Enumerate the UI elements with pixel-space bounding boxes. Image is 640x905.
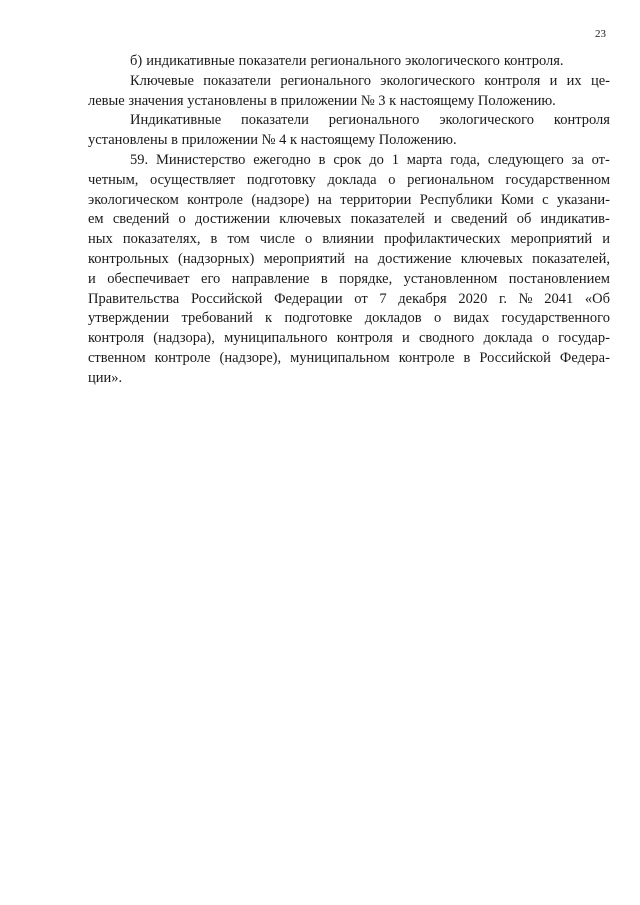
- word: Федерации: [274, 290, 343, 307]
- word: экологическом: [88, 191, 179, 208]
- word: сводного: [418, 330, 475, 347]
- text-line: [88, 210, 610, 230]
- word: на: [354, 250, 369, 267]
- word: срок: [333, 151, 362, 168]
- word: государ-: [558, 330, 610, 347]
- page-number: 23: [595, 28, 606, 40]
- word: в: [463, 349, 471, 366]
- text-line: [88, 270, 610, 290]
- text-line: [88, 250, 610, 270]
- word: контроле: [187, 191, 243, 208]
- word: влиянии: [322, 231, 374, 248]
- word: муниципальном: [290, 349, 390, 366]
- word: на: [317, 191, 332, 208]
- word: ственном: [88, 349, 146, 366]
- word: (надзорных): [178, 250, 255, 267]
- word: государственного: [501, 310, 610, 327]
- word: года,: [450, 151, 481, 168]
- word: декабря: [398, 290, 447, 307]
- word: осуществляет: [150, 171, 236, 188]
- word: индикативные: [146, 53, 235, 69]
- word: Республики: [419, 191, 493, 208]
- word: требований: [181, 310, 253, 327]
- word: в: [318, 151, 326, 168]
- word: ных: [88, 231, 113, 248]
- word: (надзоре),: [219, 349, 282, 366]
- text-line: [88, 131, 610, 151]
- word: и: [602, 231, 610, 248]
- word: регионального: [280, 72, 372, 89]
- word: о: [178, 211, 186, 228]
- word: 2020: [458, 290, 488, 307]
- word: экологического: [405, 53, 500, 69]
- word: с: [542, 191, 549, 208]
- text-line: [88, 309, 610, 329]
- text-line: [88, 369, 610, 389]
- word: территории: [340, 191, 412, 208]
- word: показатели: [241, 112, 309, 129]
- word: том: [227, 231, 250, 248]
- word: показателях,: [122, 231, 201, 248]
- word: показатели: [238, 53, 307, 69]
- word: мероприятий: [510, 231, 593, 248]
- word: (надзоре): [251, 191, 310, 208]
- word: мероприятий: [263, 250, 345, 267]
- word: (надзора),: [153, 330, 215, 347]
- text-line: [88, 52, 610, 72]
- word: контроля: [336, 330, 393, 347]
- paragraph: [88, 72, 610, 112]
- text-line: [88, 349, 610, 369]
- word: о: [305, 231, 313, 248]
- text-line: [88, 290, 610, 310]
- word: направление: [231, 270, 310, 287]
- word: 2041: [544, 290, 574, 307]
- text-line: [88, 151, 610, 171]
- word: в: [320, 270, 328, 287]
- word: докладов: [364, 310, 422, 327]
- word: №: [518, 290, 533, 307]
- text-line: [88, 171, 610, 191]
- word: Российской: [190, 290, 263, 307]
- word: четным,: [88, 171, 139, 188]
- word: ключевых: [460, 250, 523, 267]
- word: об: [516, 211, 532, 228]
- word: и: [402, 330, 410, 347]
- word: подготовке: [284, 310, 353, 327]
- word: и: [434, 211, 442, 228]
- word: достижении: [194, 211, 271, 228]
- text-line: [88, 230, 610, 250]
- word: указани-: [556, 191, 610, 208]
- word: к: [265, 310, 273, 327]
- word: контроля: [553, 112, 610, 129]
- word: утверждении: [88, 310, 170, 327]
- word: доклада: [483, 330, 533, 347]
- word: Ключевые: [130, 72, 194, 89]
- word: государственном: [505, 171, 610, 188]
- word: о: [541, 330, 550, 347]
- word: ции».: [88, 369, 123, 386]
- word: «Об: [584, 290, 610, 307]
- word: ежегодно: [253, 151, 311, 168]
- word: левые значения установлены в приложении № 3 к настоящему Положению.: [88, 92, 556, 109]
- word: регионального: [328, 112, 420, 129]
- word: и: [549, 72, 558, 89]
- paragraph: [88, 151, 610, 389]
- word: показатели: [203, 72, 272, 89]
- word: Правительства: [88, 290, 180, 307]
- word: обеспечивает: [107, 270, 190, 287]
- text-line: [88, 111, 610, 131]
- word: це-: [590, 72, 610, 89]
- word: доклада: [327, 171, 377, 188]
- word: установленном: [403, 270, 498, 287]
- word: в: [210, 231, 218, 248]
- word: 1: [391, 151, 399, 168]
- word: его: [201, 270, 221, 287]
- word: муниципального: [224, 330, 328, 347]
- word: экологического: [380, 72, 475, 89]
- word: Коми: [500, 191, 534, 208]
- word: до: [369, 151, 384, 168]
- word: и: [88, 270, 96, 287]
- word: контроля: [88, 330, 145, 347]
- word: следующего: [487, 151, 564, 168]
- word: числе: [259, 231, 295, 248]
- word: контрольных: [88, 250, 169, 267]
- word: контроля: [484, 72, 541, 89]
- word: б): [130, 53, 143, 69]
- word: за: [571, 151, 584, 168]
- word: подготовку: [246, 171, 316, 188]
- word: ключевых: [279, 211, 342, 228]
- word: ем: [88, 211, 104, 228]
- text-line: [88, 92, 610, 112]
- word: контроле: [398, 349, 455, 366]
- word: контроля.: [503, 53, 564, 69]
- word: постановлением: [508, 270, 610, 287]
- word: сведений: [112, 211, 170, 228]
- text-line: [88, 329, 610, 349]
- word: порядке,: [339, 270, 393, 287]
- text-line: [88, 72, 610, 92]
- paragraph: [88, 111, 610, 151]
- word: видах: [453, 310, 490, 327]
- word: установлены в приложении № 4 к настоящему Положению.: [88, 132, 457, 149]
- word: сведений: [450, 211, 508, 228]
- word: профилактических: [384, 231, 501, 248]
- word: Индикативные: [130, 112, 222, 129]
- paragraph: [88, 52, 610, 72]
- word: марта: [406, 151, 443, 168]
- word: Федера-: [559, 349, 610, 366]
- word: Российской: [479, 349, 551, 366]
- word: г.: [499, 290, 507, 307]
- word: их: [566, 72, 582, 89]
- word: о: [388, 171, 396, 188]
- word: показателей: [350, 211, 425, 228]
- word: о: [433, 310, 442, 327]
- word: 7: [379, 290, 387, 307]
- word: контроле: [154, 349, 211, 366]
- word: от-: [591, 151, 610, 168]
- word: экологического: [439, 112, 535, 129]
- word: Министерство: [155, 151, 246, 168]
- word: от: [354, 290, 368, 307]
- word: регионального: [310, 53, 402, 69]
- word: региональном: [407, 171, 494, 188]
- word: 59.: [130, 151, 149, 168]
- text-line: [88, 191, 610, 211]
- word: индикатив-: [540, 211, 610, 228]
- word: показателей,: [532, 250, 610, 267]
- word: достижение: [377, 250, 452, 267]
- document-body: [88, 52, 610, 389]
